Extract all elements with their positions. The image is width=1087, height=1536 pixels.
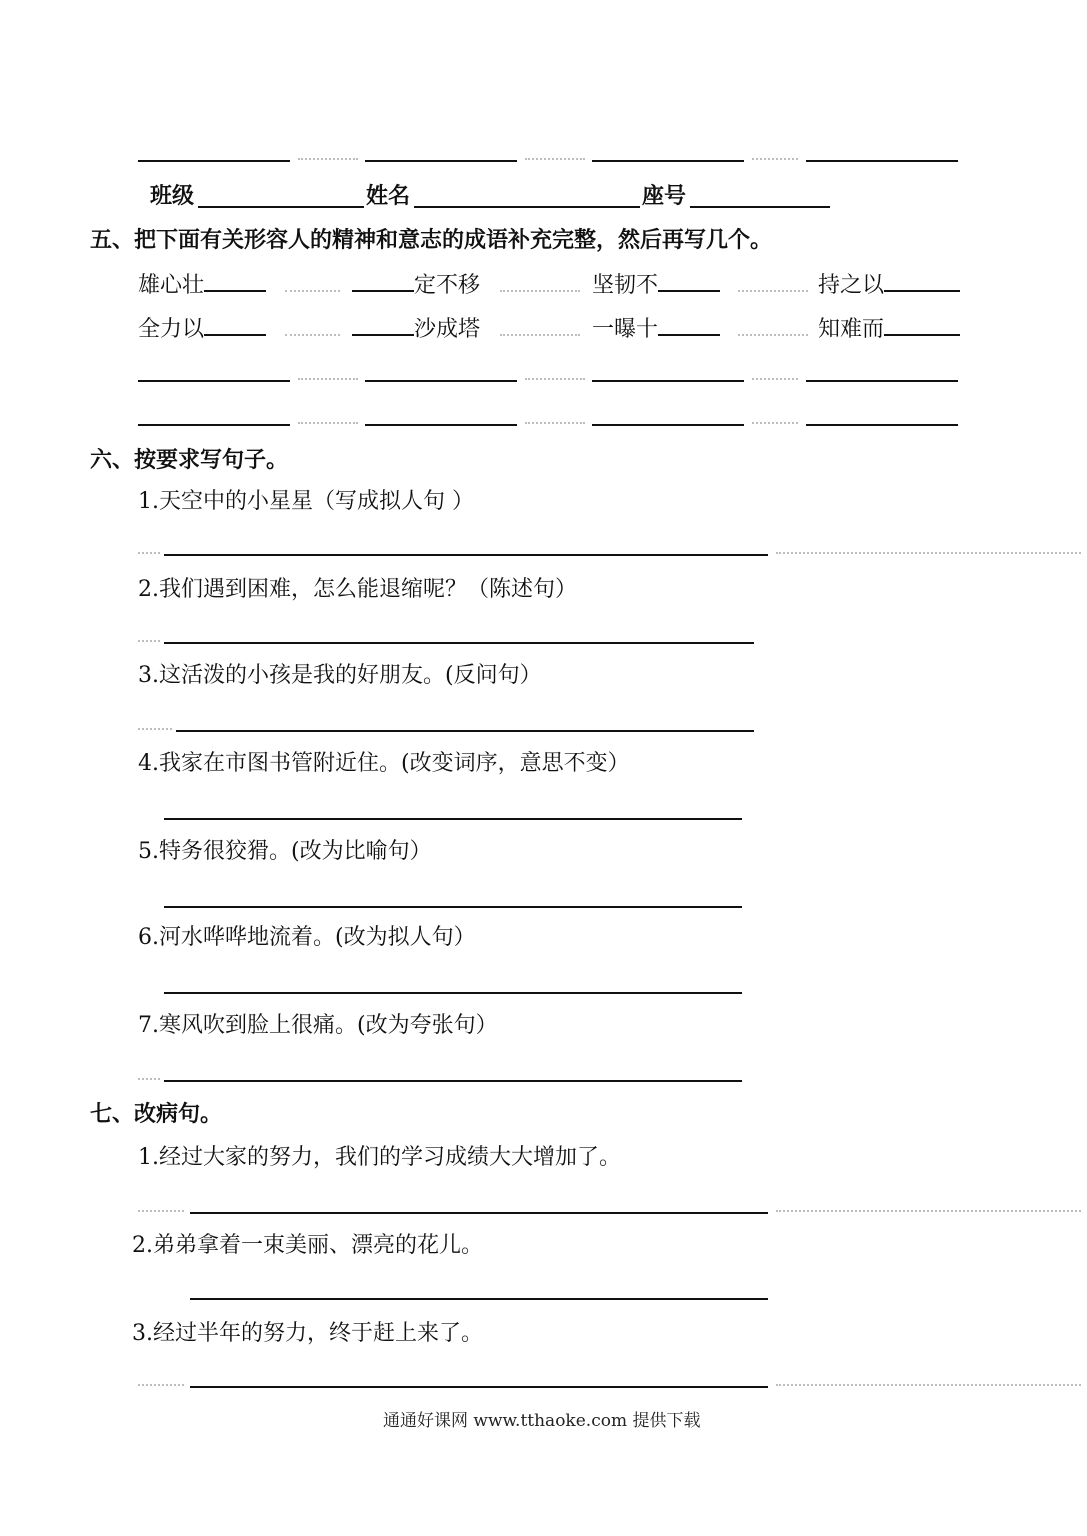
dotted-separator [285, 290, 340, 292]
question-6-1: 1.天空中的小星星（写成拟人句 ） [138, 489, 474, 514]
idiom-item: 全力以 [138, 312, 266, 344]
dotted-separator [138, 552, 160, 554]
answer-line[interactable] [176, 730, 754, 732]
idiom-blank[interactable] [352, 268, 414, 292]
question-7-2: 2.弟弟拿着一束美丽、漂亮的花儿。 [132, 1233, 483, 1258]
answer-line[interactable] [592, 424, 744, 426]
question-6-4: 4.我家在市图书管附近住。(改变词序，意思不变） [138, 751, 630, 776]
idiom-blank[interactable] [658, 312, 720, 336]
answer-line[interactable] [138, 160, 290, 162]
dotted-separator [525, 422, 585, 424]
dotted-separator [138, 640, 160, 642]
idiom-item: 知难而 [818, 312, 960, 344]
dotted-separator [738, 334, 808, 336]
idiom-blank[interactable] [884, 268, 960, 292]
question-7-3: 3.经过半年的努力，终于赶上来了。 [132, 1321, 483, 1346]
section-6-title: 六、按要求写句子。 [90, 447, 289, 473]
dotted-separator [752, 158, 798, 160]
page-footer: 通通好课网 www.tthaoke.com 提供下载 [383, 1411, 701, 1431]
dotted-separator [138, 1384, 184, 1386]
question-6-6: 6.河水哗哗地流着。(改为拟人句） [138, 925, 476, 950]
answer-line[interactable] [190, 1298, 768, 1300]
idiom-blank[interactable] [658, 268, 720, 292]
dotted-separator [752, 422, 798, 424]
name-label: 姓名 [366, 183, 411, 209]
answer-line[interactable] [190, 1386, 768, 1388]
dotted-separator [776, 1384, 1081, 1386]
name-field[interactable] [414, 206, 640, 208]
question-6-2: 2.我们遇到困难，怎么能退缩呢？（陈述句） [138, 577, 577, 602]
seat-label: 座号 [642, 183, 687, 209]
answer-line[interactable] [592, 380, 744, 382]
answer-line[interactable] [365, 160, 517, 162]
dotted-separator [776, 552, 1081, 554]
answer-line[interactable] [164, 642, 754, 644]
answer-line[interactable] [164, 906, 742, 908]
idiom-item: 沙成塔 [352, 312, 480, 344]
answer-line[interactable] [806, 424, 958, 426]
idiom-blank[interactable] [352, 312, 414, 336]
answer-line[interactable] [806, 160, 958, 162]
dotted-separator [752, 378, 798, 380]
answer-line[interactable] [164, 818, 742, 820]
seat-field[interactable] [690, 206, 830, 208]
idiom-blank[interactable] [204, 268, 266, 292]
dotted-separator [500, 290, 580, 292]
answer-line[interactable] [138, 380, 290, 382]
dotted-separator [776, 1210, 1081, 1212]
question-6-7: 7.寒风吹到脸上很痛。(改为夸张句） [138, 1013, 498, 1038]
question-7-1: 1.经过大家的努力，我们的学习成绩大大增加了。 [138, 1145, 621, 1170]
answer-line[interactable] [806, 380, 958, 382]
idiom-item: 一曝十 [592, 312, 720, 344]
idiom-blank[interactable] [884, 312, 960, 336]
dotted-separator [285, 334, 340, 336]
answer-line[interactable] [164, 992, 742, 994]
answer-line[interactable] [365, 424, 517, 426]
question-6-3: 3.这活泼的小孩是我的好朋友。(反问句） [138, 663, 542, 688]
idiom-item: 坚韧不 [592, 268, 720, 300]
dotted-separator [525, 378, 585, 380]
dotted-separator [298, 378, 358, 380]
section-5-title: 五、把下面有关形容人的精神和意志的成语补充完整，然后再写几个。 [90, 227, 773, 253]
dotted-separator [500, 334, 580, 336]
class-label: 班级 [150, 183, 195, 209]
idiom-blank[interactable] [204, 312, 266, 336]
dotted-separator [138, 1210, 184, 1212]
answer-line[interactable] [365, 380, 517, 382]
answer-line[interactable] [164, 1080, 742, 1082]
class-field[interactable] [198, 206, 364, 208]
answer-line[interactable] [592, 160, 744, 162]
answer-line[interactable] [138, 424, 290, 426]
dotted-separator [298, 422, 358, 424]
dotted-separator [138, 1078, 160, 1080]
question-6-5: 5.特务很狡猾。(改为比喻句） [138, 839, 432, 864]
answer-line[interactable] [190, 1212, 768, 1214]
section-7-title: 七、改病句。 [90, 1101, 223, 1127]
idiom-item: 雄心壮 [138, 268, 266, 300]
answer-line[interactable] [164, 554, 768, 556]
dotted-separator [525, 158, 585, 160]
dotted-separator [298, 158, 358, 160]
dotted-separator [738, 290, 808, 292]
idiom-item: 定不移 [352, 268, 480, 300]
idiom-item: 持之以 [818, 268, 960, 300]
dotted-separator [138, 728, 172, 730]
